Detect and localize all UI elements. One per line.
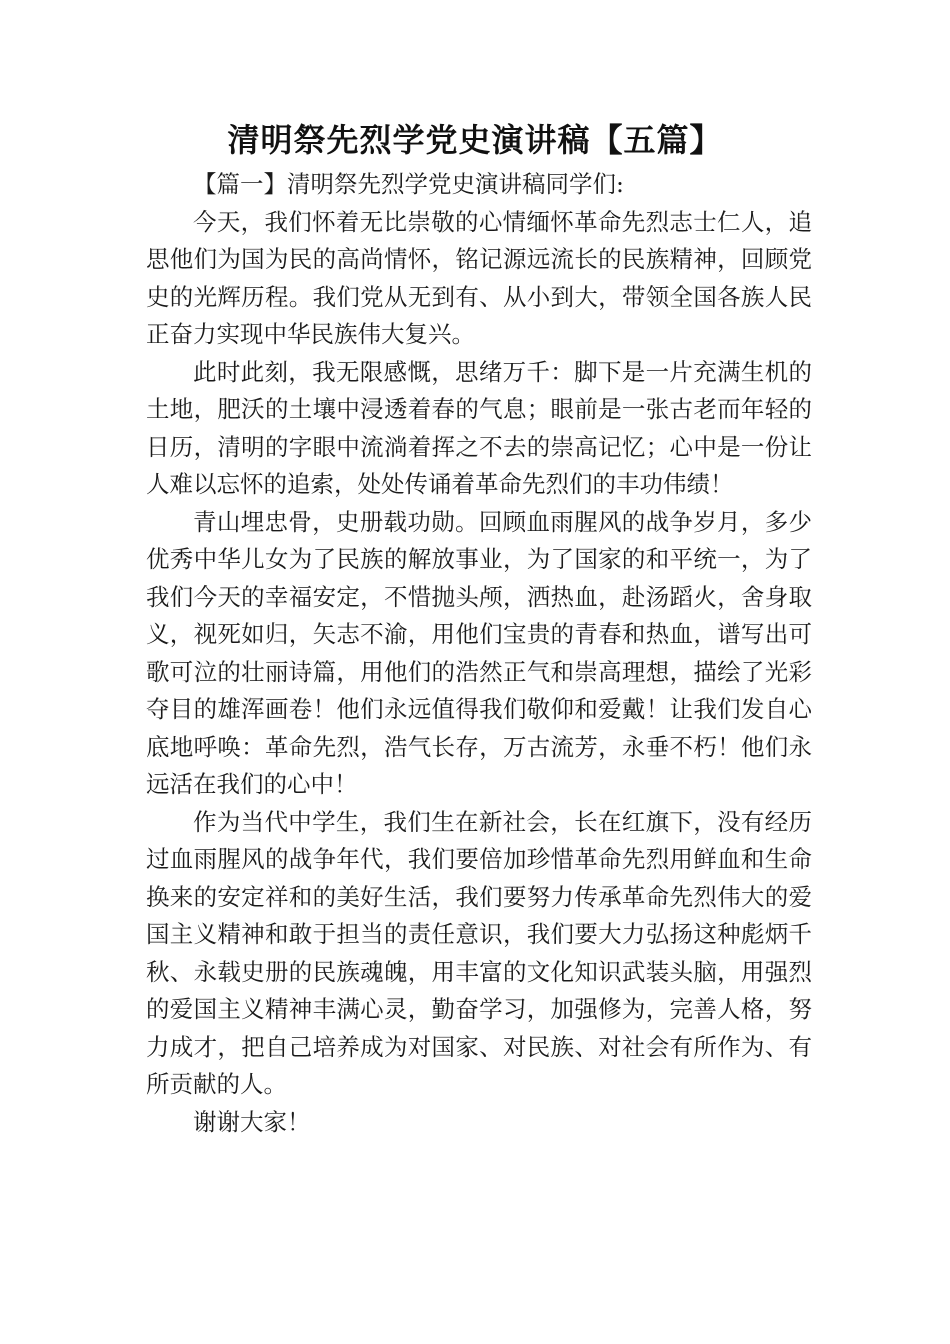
paragraph: 此时此刻，我无限感慨，思绪万千：脚下是一片充满生机的土地，肥沃的土壤中浸透着春的气息；眼前是一张古老而年轻的日历，清明的字眼中流淌着挥之不去的崇高记忆；心中是一份让人难以忘怀的追索，处处传诵着革命先烈们的丰功伟绩！: [146, 357, 812, 498]
paragraph: 今天，我们怀着无比崇敬的心情缅怀革命先烈志士仁人，追思他们为国为民的高尚情怀，铭记源远流长的民族精神，回顾党史的光辉历程。我们党从无到有、从小到大，带领全国各族人民正奋力实现中华民族伟大复兴。: [146, 207, 812, 348]
paragraph-heading: 【篇一】清明祭先烈学党史演讲稿同学们:: [193, 170, 624, 198]
paragraph: 作为当代中学生，我们生在新社会，长在红旗下，没有经历过血雨腥风的战争年代，我们要倍加珍惜革命先烈用鲜血和生命换来的安定祥和的美好生活，我们要努力传承革命先烈伟大的爱国主义精神和敢于担当的责任意识，我们要大力弘扬这种彪炳千秋、永载史册的民族魂魄，用丰富的文化知识武装头脑，用强烈的爱国主义精神丰满心灵，勤奋学习，加强修为，完善人格，努力成才，把自己培养成为对国家、对民族、对社会有所作为、有所贡献的人。: [146, 807, 812, 1098]
closing-paragraph: 谢谢大家！: [193, 1107, 311, 1136]
document-title: 清明祭先烈学党史演讲稿【五篇】: [227, 121, 723, 159]
paragraph: 青山埋忠骨，史册载功勋。回顾血雨腥风的战争岁月，多少优秀中华儿女为了民族的解放事业，为了国家的和平统一，为了我们今天的幸福安定，不惜抛头颅，洒热血，赴汤蹈火，舍身取义，视死如归，矢志不渝，用他们宝贵的青春和热血，谱写出可歌可泣的壮丽诗篇，用他们的浩然正气和崇高理想，描绘了光彩夺目的雄浑画卷！他们永远值得我们敬仰和爱戴！让我们发自心底地呼唤：革命先烈，浩气长存，万古流芳，永垂不朽！他们永远活在我们的心中！: [146, 507, 812, 798]
document-body: [146, 166, 812, 1141]
